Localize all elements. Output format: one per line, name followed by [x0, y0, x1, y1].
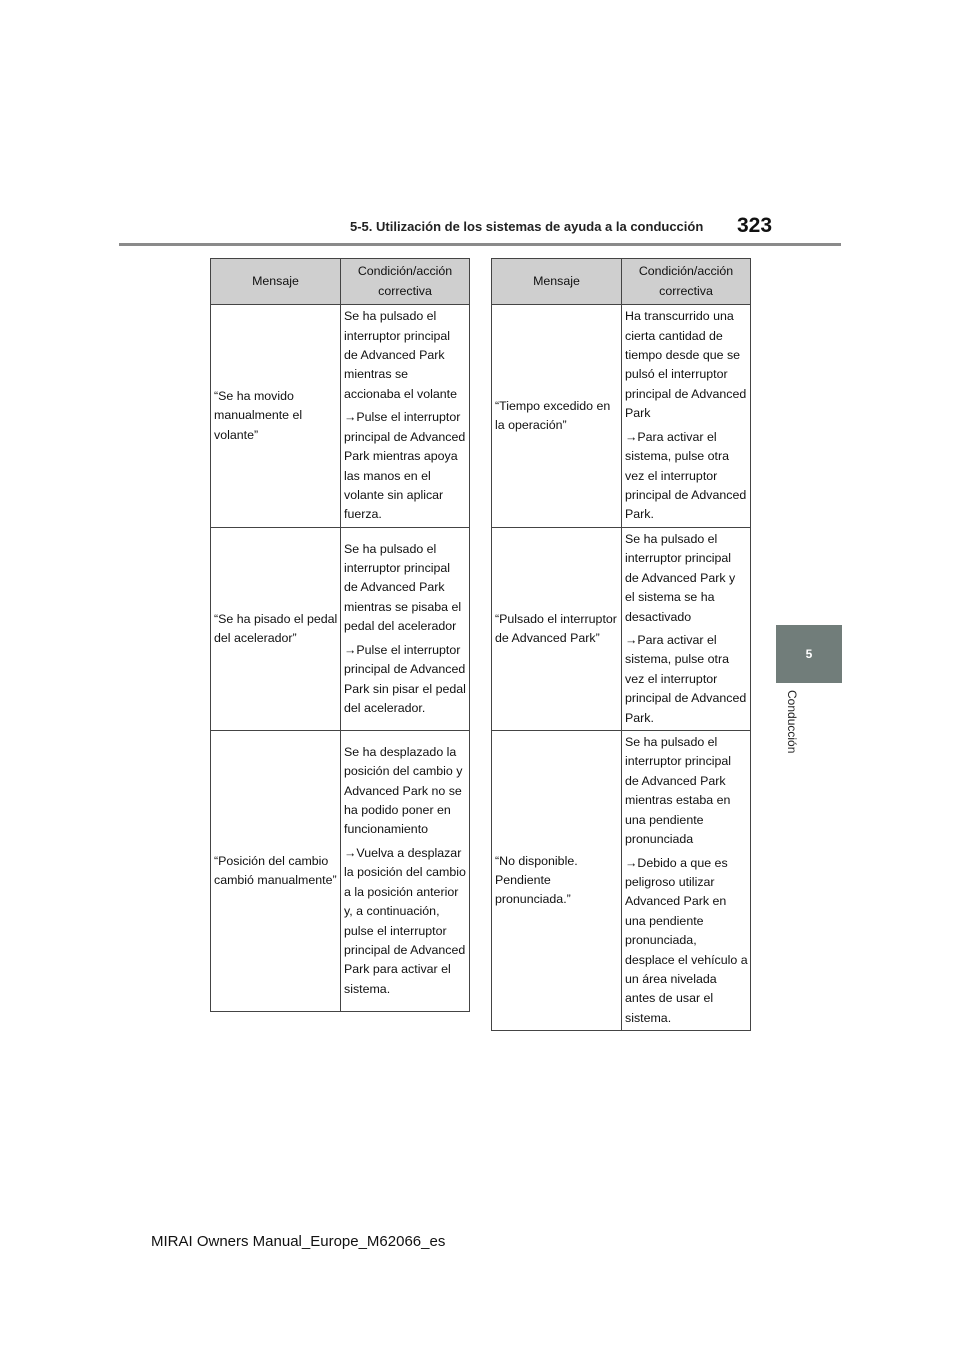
table-row	[211, 305, 470, 528]
message-table-left	[210, 258, 470, 1012]
condition-cell	[341, 731, 470, 1012]
condition-cell	[341, 305, 470, 528]
table-row	[211, 731, 470, 1012]
table-row	[211, 528, 470, 731]
action-text: →Para activar el sistema, pulse otra vez el interruptor principal de Advanced Park.	[625, 429, 747, 522]
header-divider	[119, 243, 841, 246]
header-message: Mensaje	[211, 259, 341, 305]
condition-cell	[341, 528, 470, 731]
table-row	[492, 305, 751, 528]
action-text: →Pulse el interruptor principal de Advanced Park sin pisar el pedal del acelerador.	[344, 642, 466, 715]
chapter-label: Conducción	[785, 690, 799, 754]
condition-text: Se ha desplazado la posición del cambio y Advanced Park no se ha podido poner en funcionamiento	[344, 744, 463, 837]
condition-cell	[622, 731, 751, 1031]
message-cell: “Pulsado el interruptor de Advanced Park”	[492, 528, 622, 731]
action-text: →Pulse el interruptor principal de Advanced Park mientras apoya las manos en el volante sin aplicar fuerza.	[344, 410, 466, 522]
footer-text: MIRAI Owners Manual_Europe_M62066_es	[151, 1233, 446, 1250]
condition-text: Se ha pulsado el interruptor principal de Advanced Park y el sistema se ha desactivado	[625, 532, 736, 624]
action-text: →Vuelva a desplazar la posición del cambio a la posición anterior y, a continuación, pulse el interruptor principal de Advanced Park para activar el sistema.	[344, 845, 466, 996]
message-cell: “No disponible. Pendiente pronunciada.”	[492, 731, 622, 1031]
chapter-tab[interactable]: 5	[776, 625, 842, 683]
table-header-row	[492, 259, 751, 305]
header-condition: Condición/acción correctiva	[622, 259, 751, 305]
section-title: 5-5. Utilización de los sistemas de ayuda a la conducción	[350, 219, 704, 234]
header-condition: Condición/acción correctiva	[341, 259, 470, 305]
message-table-right	[491, 258, 751, 1031]
table-header-row	[211, 259, 470, 305]
condition-text: Se ha pulsado el interruptor principal de Advanced Park mientras estaba en una pendiente pronunciada	[625, 735, 732, 847]
page-number: 323	[737, 214, 773, 237]
table-row	[492, 528, 751, 731]
condition-cell	[622, 305, 751, 528]
condition-text: Se ha pulsado el interruptor principal de Advanced Park mientras se pisaba el pedal del acelerador	[344, 541, 462, 634]
message-cell: “Se ha pisado el pedal del acelerador”	[211, 528, 341, 731]
table-row	[492, 731, 751, 1031]
condition-text: Ha transcurrido una cierta cantidad de tiempo desde que se pulsó el interruptor principal de Advanced Park	[625, 309, 747, 421]
action-text: →Debido a que es peligroso utilizar Advanced Park en una pendiente pronunciada, desplace el vehículo a un área nivelada antes de usar el sistema.	[625, 855, 748, 1025]
message-cell: “Se ha movido manualmente el volante”	[211, 305, 341, 528]
message-cell: “Tiempo excedido en la operación”	[492, 305, 622, 528]
condition-text: Se ha pulsado el interruptor principal de Advanced Park mientras se accionaba el volante	[344, 309, 457, 401]
header-message: Mensaje	[492, 259, 622, 305]
message-cell: “Posición del cambio cambió manualmente”	[211, 731, 341, 1012]
action-text: →Para activar el sistema, pulse otra vez el interruptor principal de Advanced Park.	[625, 633, 747, 725]
condition-cell	[622, 528, 751, 731]
